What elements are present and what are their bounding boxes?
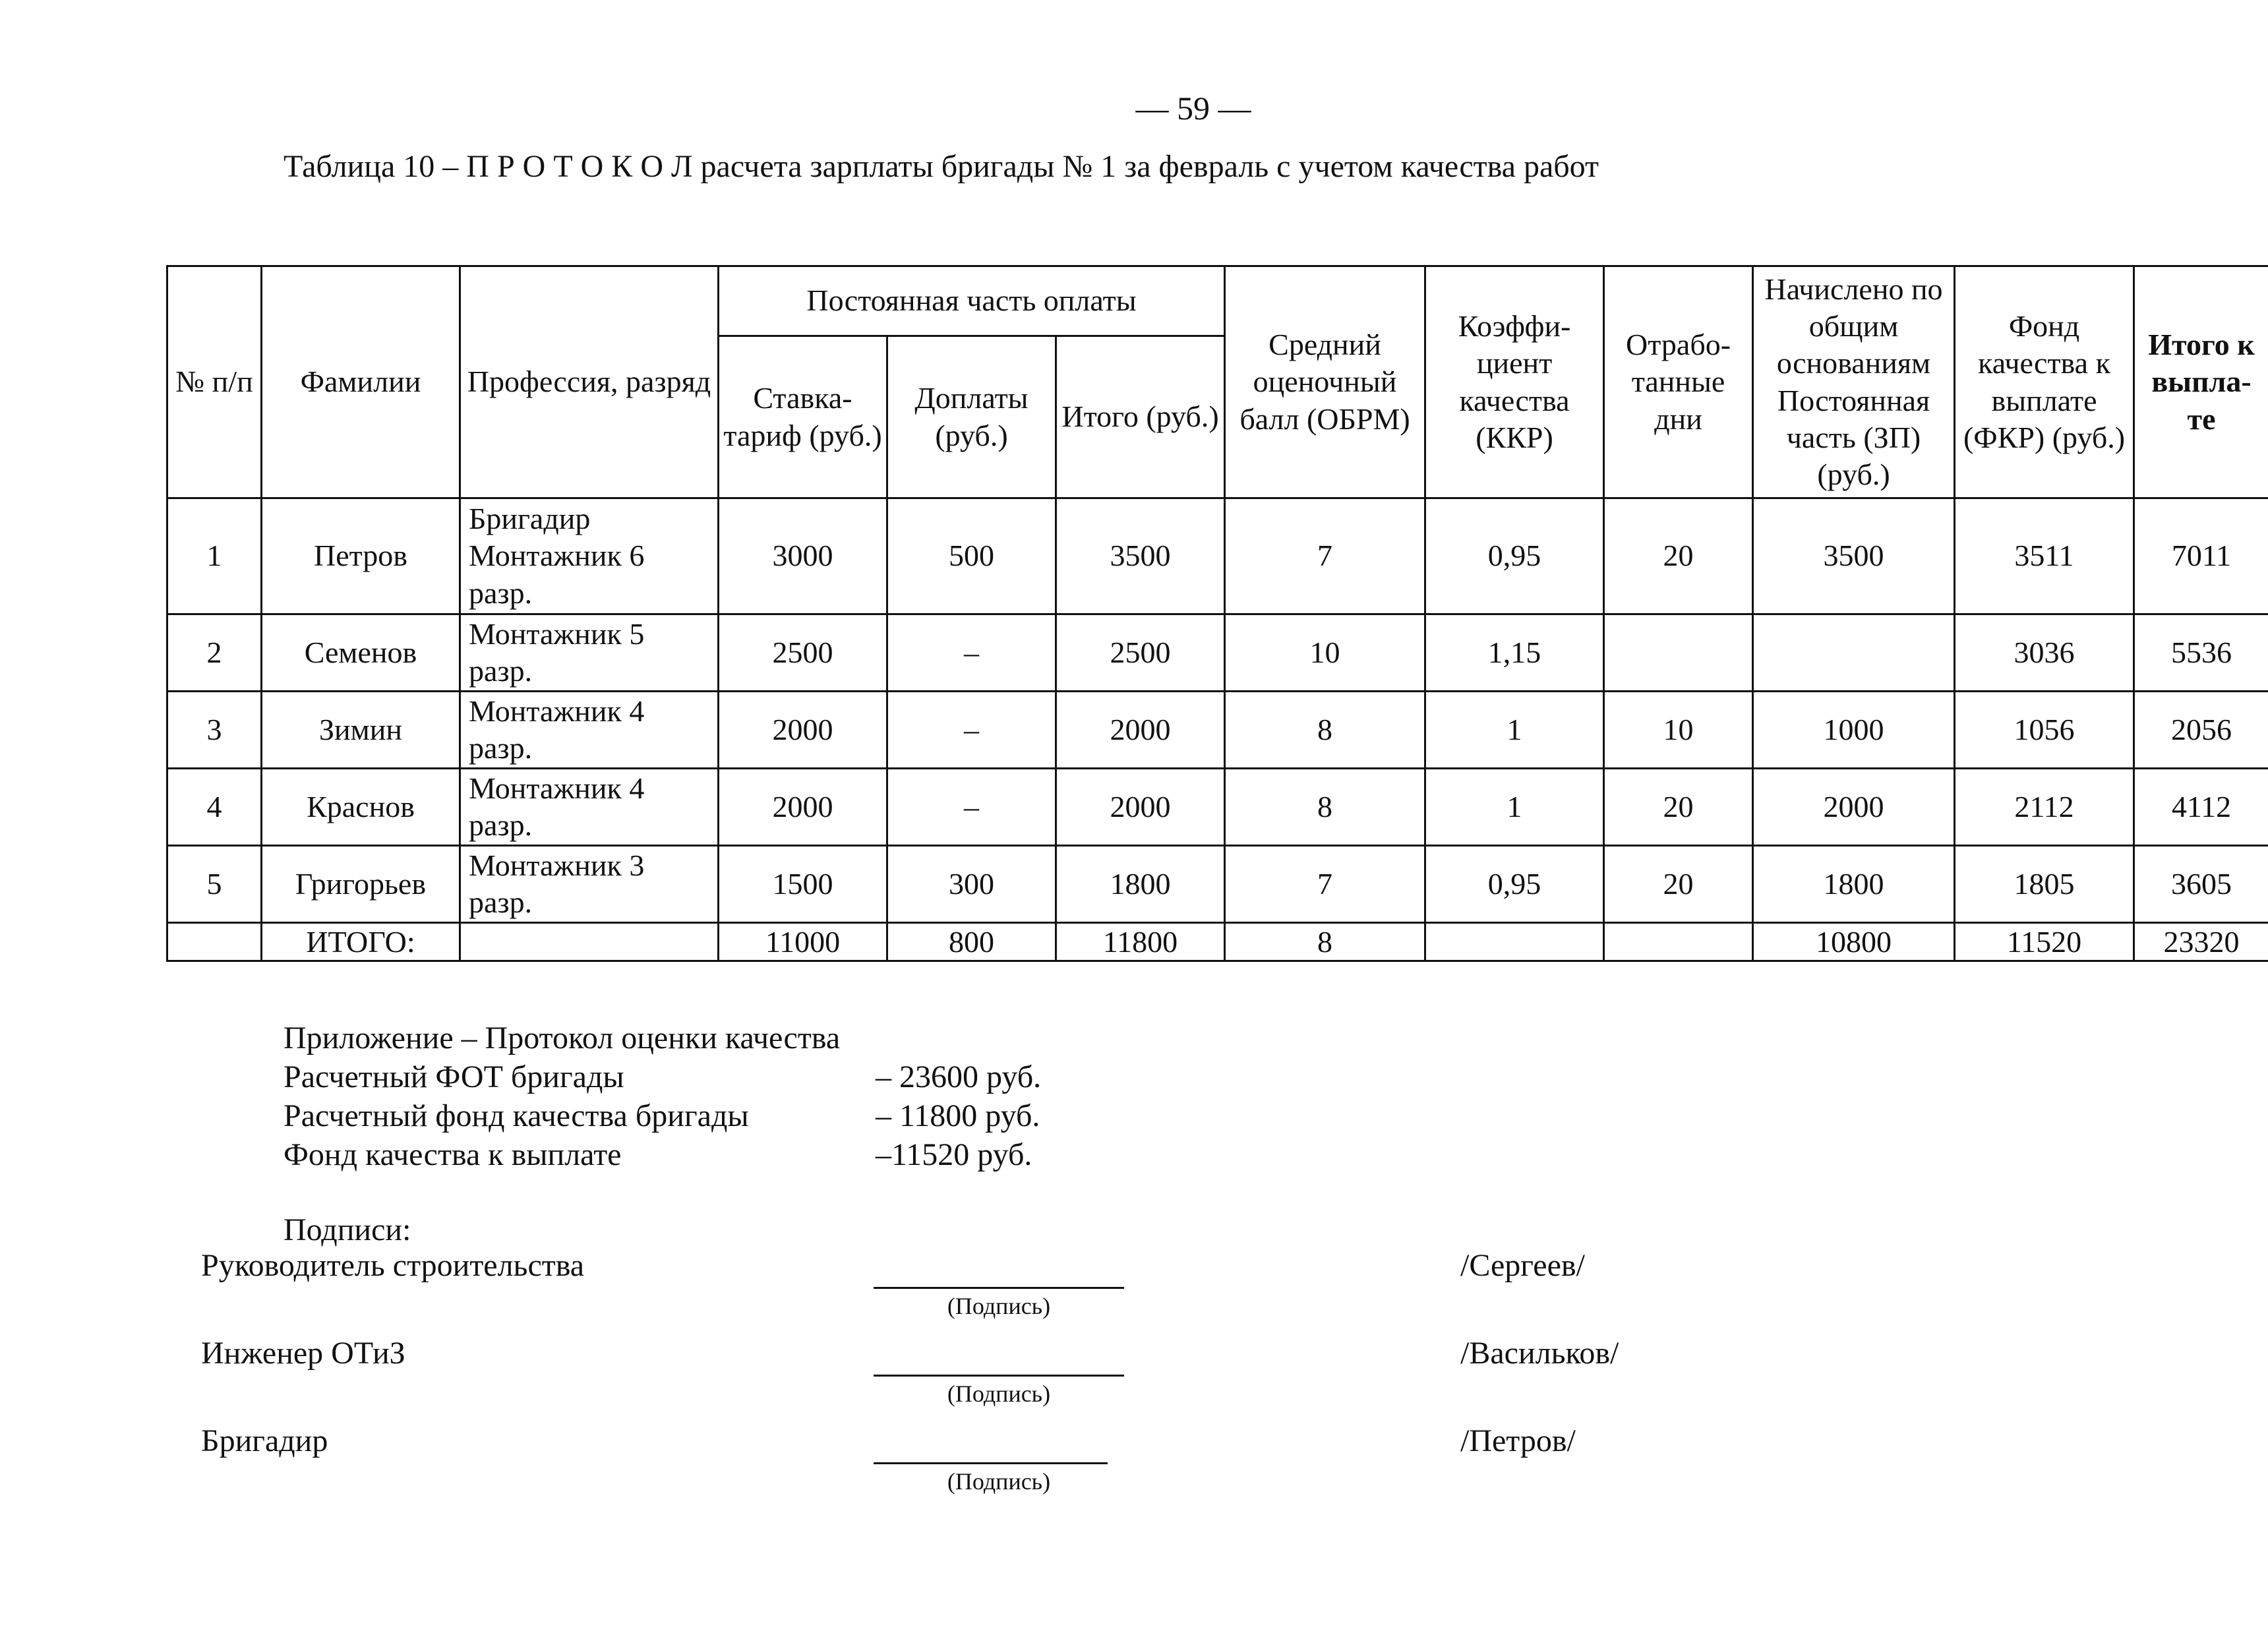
cell-total: 2056 (2134, 692, 2268, 769)
signature-role: Инженер ОТиЗ (201, 1336, 405, 1371)
cell-surcharge: – (887, 614, 1056, 692)
cell-accrued: 1800 (1753, 846, 1955, 923)
header-total: Итого к выпла-те (2134, 266, 2268, 498)
appendix-label: Расчетный фонд качества бригады (284, 1098, 749, 1133)
header-quality-coef: Коэффи-циент качества (ККР) (1425, 266, 1604, 498)
cell-days: 20 (1604, 846, 1753, 923)
cell-subtotal: 2000 (1056, 692, 1225, 769)
cell-profession: Монтажник 4 разр. (460, 769, 719, 846)
table-row (167, 692, 2268, 769)
cell-num: 5 (167, 846, 262, 923)
cell-total: 7011 (2134, 498, 2268, 614)
signatures-title: Подписи: (284, 1212, 411, 1247)
cell-rate: 2500 (719, 614, 887, 692)
cell-surcharge: – (887, 769, 1056, 846)
cell-profession: Бригадир Монтажник 6 разр. (460, 498, 719, 614)
cell-surname: Петров (262, 498, 460, 614)
signature-row (201, 1247, 1717, 1326)
totals-surcharge: 800 (887, 923, 1056, 961)
cell-accrued: 3500 (1753, 498, 1955, 614)
signature-line (874, 1287, 1124, 1289)
cell-fund: 2112 (1955, 769, 2134, 846)
table-title: Таблица 10 – П Р О Т О К О Л расчета зарплаты бригады № 1 за февраль с учетом качества работ (284, 149, 1599, 184)
cell-days: 20 (1604, 498, 1753, 614)
appendix-label: Расчетный ФОТ бригады (284, 1059, 624, 1094)
cell-num: 4 (167, 769, 262, 846)
cell-score: 10 (1225, 614, 1425, 692)
cell-fund: 1805 (1955, 846, 2134, 923)
table-row (167, 498, 2268, 614)
totals-subtotal: 11800 (1056, 923, 1225, 961)
signature-caption: (Подпись) (947, 1468, 1051, 1495)
signature-line (874, 1375, 1124, 1377)
cell-score: 8 (1225, 769, 1425, 846)
cell-score: 7 (1225, 498, 1425, 614)
cell-surcharge: 300 (887, 846, 1056, 923)
cell-coef: 0,95 (1425, 846, 1604, 923)
table-row (167, 846, 2268, 923)
cell-score: 7 (1225, 846, 1425, 923)
appendix-title: Приложение – Протокол оценки качества (284, 1021, 841, 1055)
cell-profession: Монтажник 4 разр. (460, 692, 719, 769)
header-score: Средний оценочный балл (ОБРМ) (1225, 266, 1425, 498)
signature-name: /Сергеев/ (1460, 1248, 1585, 1283)
signature-role: Бригадир (201, 1423, 328, 1458)
appendix-label: Фонд качества к выплате (284, 1137, 622, 1172)
cell-total: 5536 (2134, 614, 2268, 692)
cell-accrued: 1000 (1753, 692, 1955, 769)
signature-row (201, 1423, 1717, 1502)
cell-surname: Григорьев (262, 846, 460, 923)
appendix-value: – 23600 руб. (876, 1059, 1042, 1094)
signature-name: /Петров/ (1460, 1423, 1576, 1458)
totals-fund: 11520 (1955, 923, 2134, 961)
header-row (167, 266, 2268, 336)
cell-subtotal: 2500 (1056, 614, 1225, 692)
cell-profession: Монтажник 5 разр. (460, 614, 719, 692)
cell-surcharge: 500 (887, 498, 1056, 614)
cell-subtotal: 2000 (1056, 769, 1225, 846)
cell-days: 20 (1604, 769, 1753, 846)
signature-caption: (Подпись) (947, 1381, 1051, 1407)
appendix-value: –11520 руб. (876, 1137, 1032, 1172)
cell-accrued (1753, 614, 1955, 692)
signature-role: Руководитель строительства (201, 1248, 585, 1283)
cell-fund: 1056 (1955, 692, 2134, 769)
totals-label: ИТОГО: (262, 923, 460, 961)
header-profession: Профессия, разряд (460, 266, 719, 498)
header-constant-part: Постоянная часть оплаты (719, 266, 1225, 336)
cell-fund: 3036 (1955, 614, 2134, 692)
totals-rate: 11000 (719, 923, 887, 961)
header-surname: Фамилии (262, 266, 460, 498)
table-row (167, 769, 2268, 846)
cell-coef: 1 (1425, 769, 1604, 846)
header-quality-fund: Фонд качества к выплате (ФКР) (руб.) (1955, 266, 2134, 498)
cell-total: 3605 (2134, 846, 2268, 923)
cell-days (1604, 614, 1753, 692)
cell-score: 8 (1225, 692, 1425, 769)
cell-profession (460, 923, 719, 961)
protocol-table (166, 265, 2268, 962)
totals-score: 8 (1225, 923, 1425, 961)
cell-rate: 1500 (719, 846, 887, 923)
appendix-item (284, 1057, 1042, 1096)
cell-fund: 3511 (1955, 498, 2134, 614)
cell-surcharge: – (887, 692, 1056, 769)
header-subtotal: Итого (руб.) (1056, 336, 1225, 498)
header-num: № п/п (167, 266, 262, 498)
signature-line (874, 1462, 1108, 1464)
page-number: — 59 — (1135, 90, 1251, 127)
totals-total: 23320 (2134, 923, 2268, 961)
cell-days (1604, 923, 1753, 961)
table-row (167, 614, 2268, 692)
totals-row (167, 923, 2268, 961)
appendix (284, 1019, 1042, 1174)
cell-num: 2 (167, 614, 262, 692)
cell-subtotal: 3500 (1056, 498, 1225, 614)
header-accrued: Начислено по общим основаниям Постоянная часть (ЗП) (руб.) (1753, 266, 1955, 498)
header-days: Отрабо-танные дни (1604, 266, 1753, 498)
cell-surname: Краснов (262, 769, 460, 846)
cell-coef: 1 (1425, 692, 1604, 769)
cell-num: 1 (167, 498, 262, 614)
cell-coef: 1,15 (1425, 614, 1604, 692)
cell-rate: 3000 (719, 498, 887, 614)
signature-row (201, 1335, 1717, 1414)
cell-num: 3 (167, 692, 262, 769)
cell-subtotal: 1800 (1056, 846, 1225, 923)
signature-caption: (Подпись) (947, 1293, 1051, 1319)
header-surcharge: Доплаты (руб.) (887, 336, 1056, 498)
totals-accrued: 10800 (1753, 923, 1955, 961)
cell-coef: 0,95 (1425, 498, 1604, 614)
cell-coef (1425, 923, 1604, 961)
appendix-item (284, 1096, 1040, 1135)
cell-total: 4112 (2134, 769, 2268, 846)
cell-accrued: 2000 (1753, 769, 1955, 846)
appendix-value: – 11800 руб. (876, 1098, 1040, 1133)
cell-rate: 2000 (719, 692, 887, 769)
cell-profession: Монтажник 3 разр. (460, 846, 719, 923)
cell-days: 10 (1604, 692, 1753, 769)
header-rate: Ставка-тариф (руб.) (719, 336, 887, 498)
signature-name: /Васильков/ (1460, 1336, 1619, 1371)
cell-surname: Зимин (262, 692, 460, 769)
cell-surname: Семенов (262, 614, 460, 692)
appendix-item (284, 1135, 1032, 1174)
cell-rate: 2000 (719, 769, 887, 846)
cell-num (167, 923, 262, 961)
